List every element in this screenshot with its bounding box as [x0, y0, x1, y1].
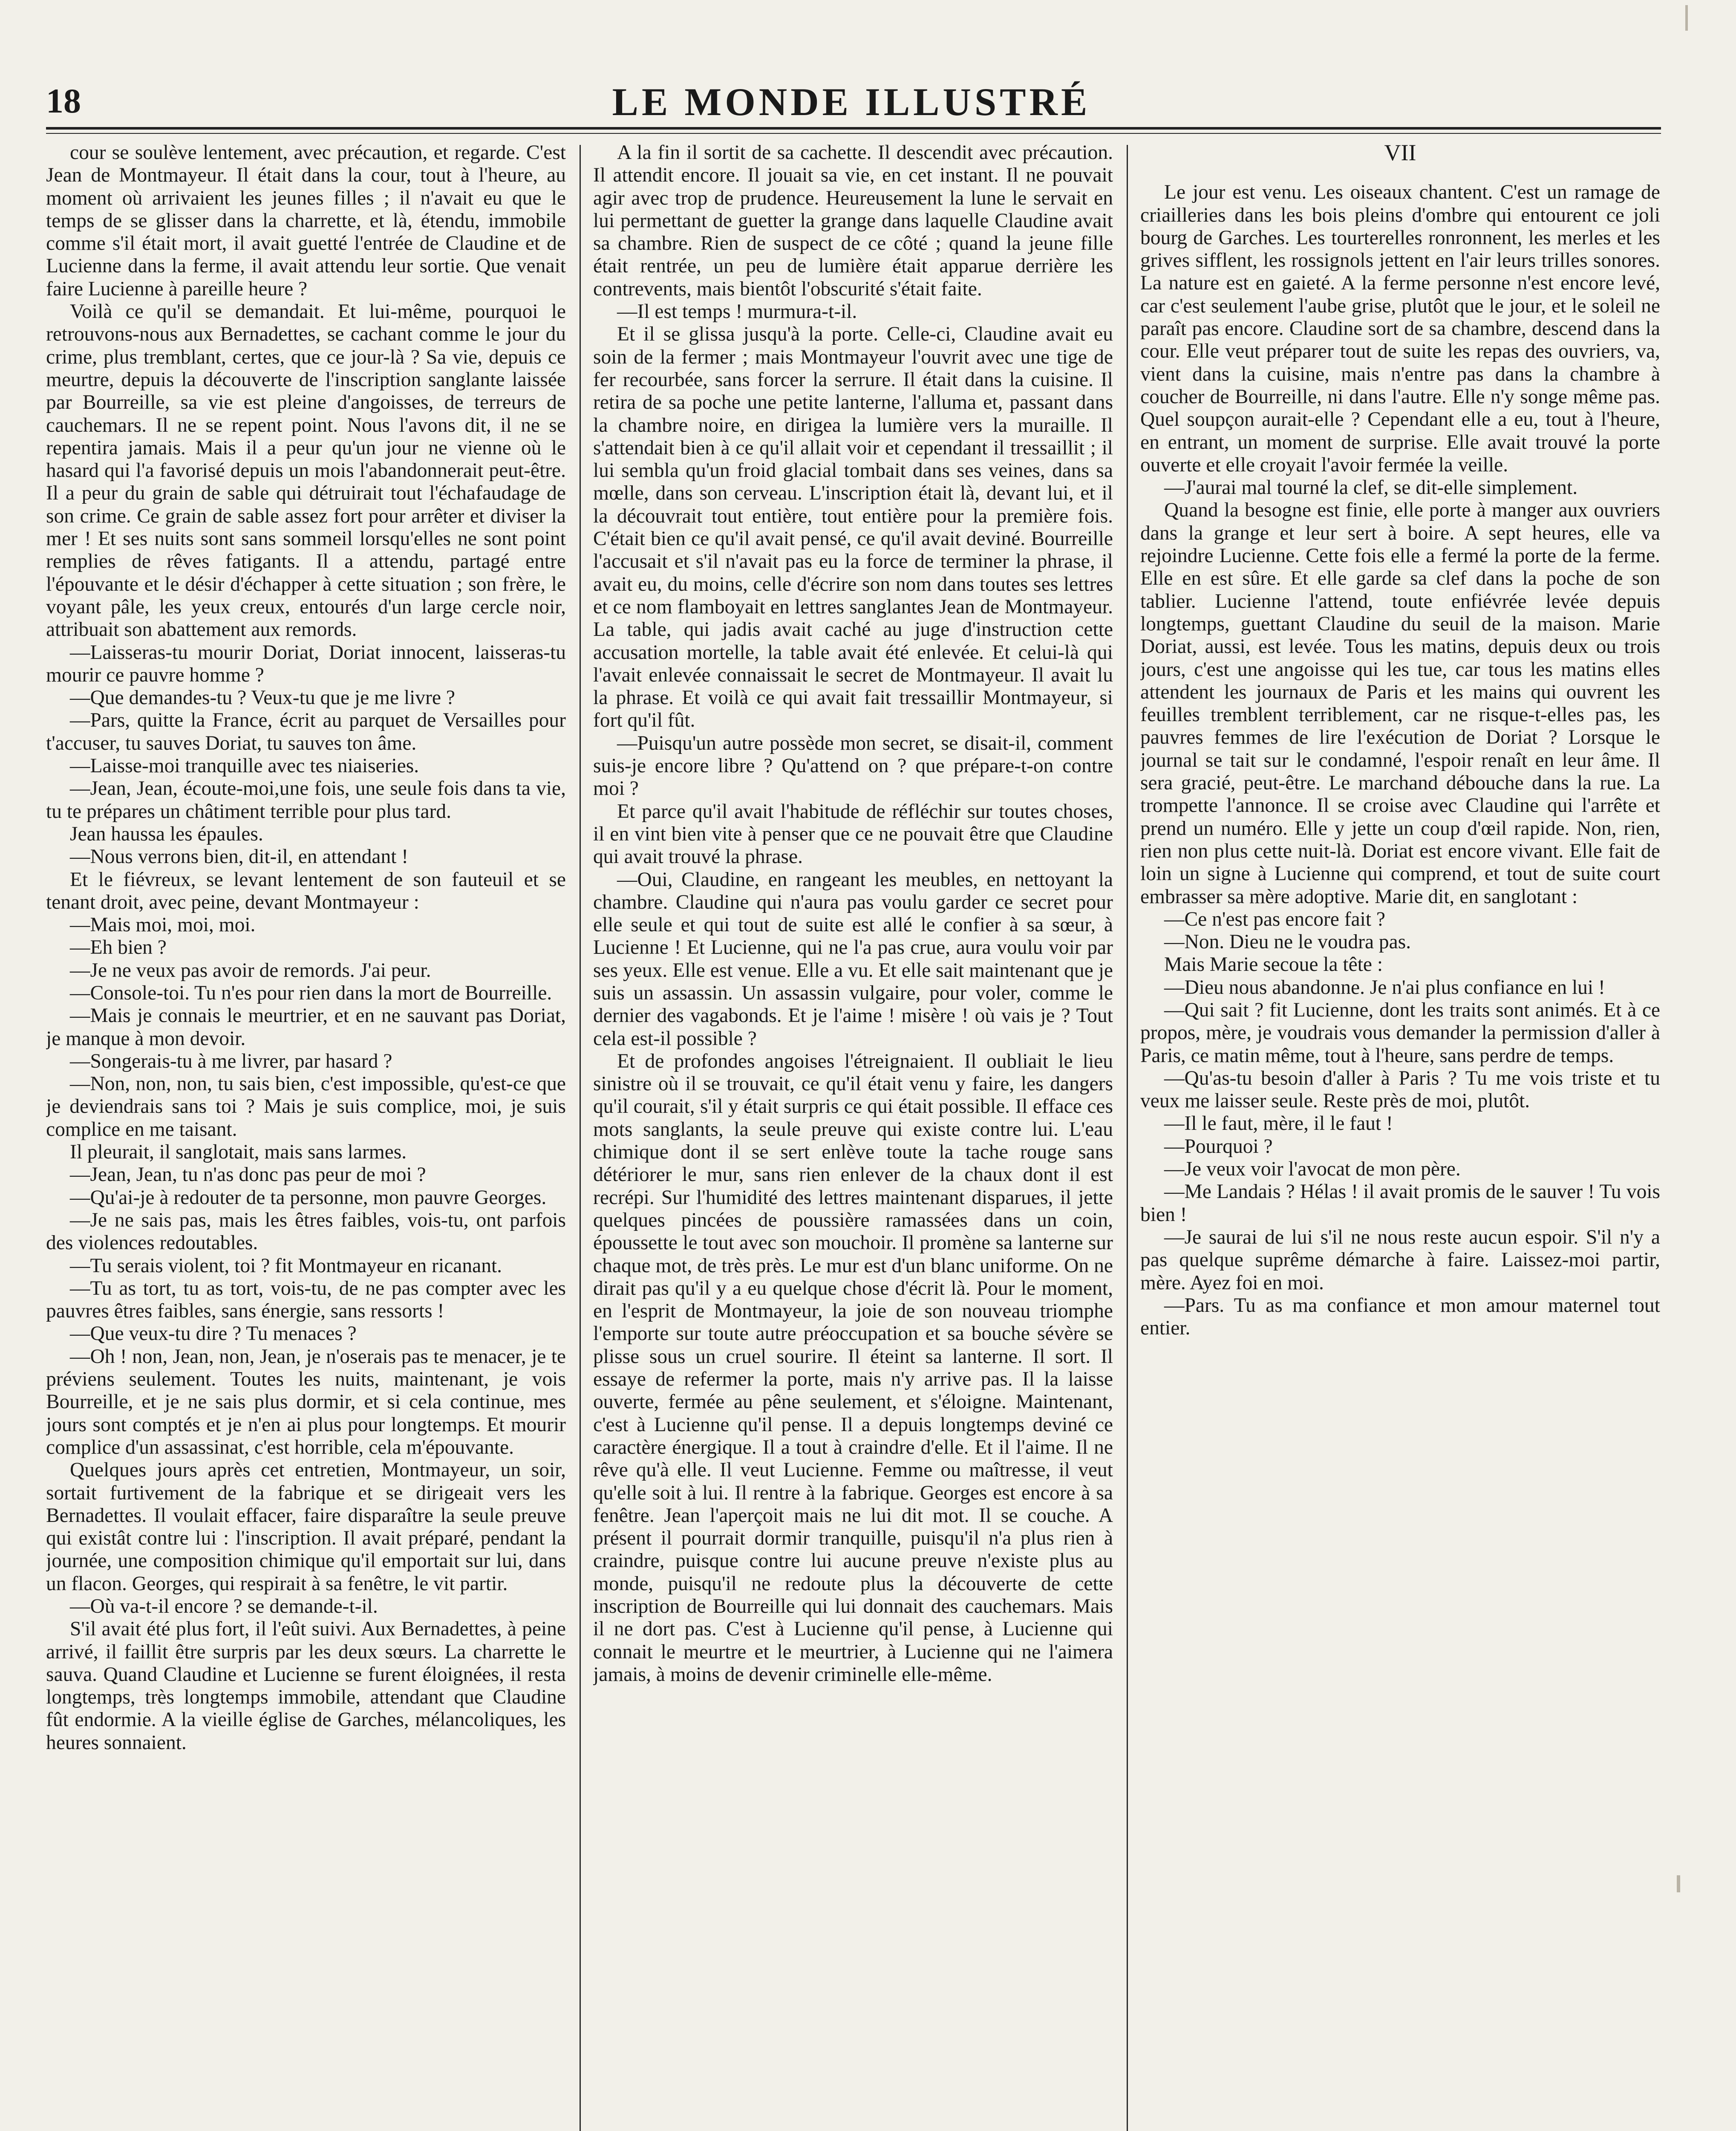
paragraph: —Laisseras-tu mourir Doriat, Doriat innocent, laisseras-tu mourir ce pauvre homme ? — [46, 641, 566, 686]
column-rule — [580, 145, 581, 2131]
paragraph: Le jour est venu. Les oiseaux chantent. C'est un ramage de criailleries dans les bois pleins d'ombre qui entourent ce joli bourg de Garches. Les tourterelles ronronnent, les merles et les grives sifflent, les rossignols jettent en l'air leurs trilles sonores. La nature est en gaieté. A la ferme personne n'est encore levé, car c'est seulement l'aube grise, plutôt que le jour, et le soleil ne paraît pas encore. Claudine sort de sa chambre, descend dans la cour. Elle veut préparer tout de suite les repas des ouvriers, va, vient dans la cuisine, mais n'entre pas dans la chambre à coucher de Bourreille, ni dans l'autre. Elle n'y songe même pas. Quel soupçon aurait-elle ? Cependant elle a eu, tout à l'heure, en entrant, un moment de surprise. Elle avait trouvé la porte ouverte et elle croyait l'avoir fermée la veille. — [1140, 181, 1660, 476]
paragraph: —Je veux voir l'avocat de mon père. — [1164, 1158, 1461, 1181]
paragraph: —Jean, Jean, tu n'as donc pas peur de moi ? — [70, 1164, 426, 1186]
header-rule — [46, 127, 1661, 130]
paragraph: —Qui sait ? fit Lucienne, dont les traits sont animés. Et à ce propos, mère, je voudrais vous demander la permission d'aller à Paris, ce matin même, tout à l'heure, sans perdre de temps. — [1140, 999, 1660, 1067]
paragraph: Voilà ce qu'il se demandait. Et lui-même, pourquoi le retrouvons-nous aux Bernadettes, se cachant comme le jour du crime, plus tremblant, certes, que ce jour-là ? Sa vie, depuis ce meurtre, depuis la découverte de l'inscription sanglante laissée par Bourreille, sa vie est pleine d'angoisses, de terreurs de cauchemars. Il ne se repent point. Nous l'avons dit, il ne se repentira jamais. Mais il a peur qu'un jour ne vienne où le hasard qui l'a favorisé depuis un mois l'abandonnerait peut-être. Il a peur du grain de sable qui détruirait tout l'échafaudage de son crime. Ce grain de sable assez fort pour arrêter et diviser la mer ! Et ses nuits sont sans sommeil lorsqu'elles ne sont point remplies de rêves fatigants. Il a attendu, partagé entre l'épouvante et le désir d'échapper à cette situation ; son frère, le voyant pâle, les yeux creux, entourés d'un large cercle noir, attribuait son abattement aux remords. — [46, 300, 566, 641]
paragraph: Quand la besogne est finie, elle porte à manger aux ouvriers dans la grange et leur sert à boire. A sept heures, elle va rejoindre Lucienne. Cette fois elle a fermé la porte de la ferme. Elle en est sûre. Et elle garde sa clef dans la poche de son tablier. Lucienne l'attend, toute enfiévrée levée depuis longtemps, guettant Claudine du seuil de la maison. Marie Doriat, aussi, est levée. Tous les matins, depuis deux ou trois jours, c'est une angoisse qui les tue, car tous les matins elles attendent les journaux de Paris et les mains qui ouvrent les feuilles tremblent terriblement, car ne risque-t-elles pas, les pauvres femmes de lire l'exécution de Doriat ? Lorsque le journal se tait sur le condamné, l'espoir renaît en leur âme. Il sera gracié, peut-être. Le marchand débouche dans la rue. La trompette l'annonce. Il se croise avec Claudine qui l'arrête et prend un numéro. Elle y jette un coup d'œil rapide. Non, rien, rien non plus cette nuit-là. Doriat est encore vivant. Elle fait de loin un signe à Lucienne qui comprend, et tout de suite court embrasser sa mère adoptive. Marie dit, en sanglotant : — [1140, 499, 1660, 908]
paragraph: —Dieu nous abandonne. Je n'ai plus confiance en lui ! — [1164, 976, 1605, 999]
column-rule — [1127, 145, 1128, 2131]
paragraph: —Mais moi, moi, moi. — [70, 914, 256, 936]
paragraph: —Il le faut, mère, il le faut ! — [1164, 1112, 1393, 1135]
paragraph: Et parce qu'il avait l'habitude de réfléchir sur toutes choses, il en vint bien vite à penser que ce ne pouvait être que Claudine qui avait trouvé la phrase. — [593, 800, 1113, 868]
paragraph: Mais Marie secoue la tête : — [1164, 953, 1383, 976]
paragraph: —Pars, quitte la France, écrit au parquet de Versailles pour t'accuser, tu sauves Doriat, tu sauves ton âme. — [46, 709, 566, 754]
paragraph: —Oui, Claudine, en rangeant les meubles, en nettoyant la chambre. Claudine qui n'aura pas voulu garder ce secret pour elle seule et qui tout de suite est allé le confier à sa sœur, à Lucienne ! Et Lucienne, qui ne l'a pas crue, aura voulu voir par ses yeux. Elle est venue. Elle a vu. Et elle sait maintenant que je suis un assassin. Un assassin vulgaire, pour voler, comme le dernier des vagabonds. Et je l'aime ! misère ! où vais je ? Tout cela est-il possible ? — [593, 868, 1113, 1050]
paragraph: —Laisse-moi tranquille avec tes niaiseries. — [70, 755, 419, 777]
paragraph: Jean haussa les épaules. — [70, 823, 263, 845]
paragraph: —Console-toi. Tu n'es pour rien dans la mort de Bourreille. — [70, 982, 552, 1004]
text-column-3 — [1140, 141, 1660, 2131]
paragraph: —Songerais-tu à me livrer, par hasard ? — [70, 1050, 392, 1072]
paragraph: —Que demandes-tu ? Veux-tu que je me livre ? — [70, 687, 455, 709]
paragraph: cour se soulève lentement, avec précaution, et regarde. C'est Jean de Montmayeur. Il était dans la cour, tout à l'heure, au moment où arrivaient les jeunes filles ; il n'avait eu que le temps de se glisser dans la charrette, et là, étendu, immobile comme s'il était mort, il avait guetté l'entrée de Claudine et de Lucienne dans la ferme, il avait attendu leur sortie. Que venait faire Lucienne à pareille heure ? — [46, 141, 566, 300]
paragraph: —Jean, Jean, écoute-moi,une fois, une seule fois dans ta vie, tu te prépares un châtiment terrible pour plus tard. — [46, 777, 566, 823]
paragraph: Et il se glissa jusqu'à la porte. Celle-ci, Claudine avait eu soin de la fermer ; mais Montmayeur l'ouvrit avec une tige de fer recourbée, sans forcer la serrure. Il était dans la cuisine. Il retira de sa poche une petite lanterne, l'alluma et, passant dans la chambre noire, en dirigea la lumière vers la muraille. Il s'attendait bien à ce qu'il allait voir et cependant il tressaillit ; il lui sembla qu'un froid glacial tombait dans ses veines, dans sa mœlle, dans son cerveau. L'inscription était là, devant lui, et il la découvrait tout entière, tout entière pour la première fois. C'était bien ce qu'il avait pensé, ce qu'il avait deviné. Bourreille l'accusait et s'il n'avait pas eu la force de terminer la phrase, il avait eu, du moins, celle d'écrire son nom dans toutes ses lettres et ce nom flamboyait en lettres sanglantes Jean de Montmayeur. La table, qui jadis avait caché au juge d'instruction cette accusation mortelle, la table avait été enlevée. Et celui-là qui l'avait enlevée connaissait le secret de Montmayeur. Il avait lu la phrase. Et voilà ce qui avait fait tressaillir Montmayeur, si fort qu'il fût. — [593, 323, 1113, 732]
paragraph: —J'aurai mal tourné la clef, se dit-elle simplement. — [1164, 476, 1578, 499]
paragraph: —Que veux-tu dire ? Tu menaces ? — [70, 1322, 357, 1345]
scan-speck — [1685, 5, 1688, 31]
chapter-heading: VII — [1384, 141, 1416, 165]
paragraph: —Je ne sais pas, mais les êtres faibles, vois-tu, ont parfois des violences redoutables. — [46, 1209, 566, 1254]
paragraph: Et le fiévreux, se levant lentement de son fauteuil et se tenant droit, avec peine, devant Montmayeur : — [46, 868, 566, 913]
paragraph: Il pleurait, il sanglotait, mais sans larmes. — [70, 1141, 407, 1164]
paragraph: Et de profondes angoises l'étreignaient. Il oubliait le lieu sinistre où il se trouvait, ce qu'il était venu y faire, les dangers qu'il courait, s'il y était surpris ce qui était possible. Il efface ces mots sanglants, la seule preuve qui existe contre lui. L'eau chimique dont il se sert enlève toute la tache rouge sans détériorer le mur, sans rien enlever de la chaux dont il est recrépi. Sur l'humidité des lettres maintenant disparues, il jette quelques pincées de poussière ramassées dans un coin, époussette le tout avec son mouchoir. Il promène sa lanterne sur chaque mot, de très près. Le mur est d'un blanc uniforme. On ne dirait pas qu'il y a eu quelque chose d'écrit là. Pour le moment, en l'esprit de Montmayeur, la joie de son nouveau triomphe l'emporte sur toute autre préoccupation et sa bouche sévère se plisse sous un cruel sourire. Il éteint sa lanterne. Il sort. Il essaye de refermer la porte, mais n'y arrive pas. Il la laisse ouverte, fermée au pêne seulement, et s'éloigne. Maintenant, c'est à Lucienne qu'il pense. Il a depuis longtemps deviné ce caractère énergique. Il a tout à craindre d'elle. Et il l'aime. Il ne rêve qu'à elle. Il veut Lucienne. Femme ou maîtresse, il veut qu'elle soit à lui. Il rentre à la fabrique. Georges est encore à sa fenêtre. Jean l'aperçoit mais ne lui dit mot. Il se couche. A présent il pourrait dormir tranquille, puisqu'il n'a plus rien à craindre, puisque contre lui aucune preuve n'existe plus au monde, puisqu'il ne redoute plus la découverte de cette inscription de Bourreille qui lui donnait des cauchemars. Mais il ne dort pas. C'est à Lucienne qu'il pense, à Lucienne qui connait le meurtre et le meurtrier, à Lucienne qui ne l'aimera jamais, à moins de devenir criminelle elle-même. — [593, 1050, 1113, 1686]
paragraph: —Eh bien ? — [70, 936, 167, 959]
paragraph: —Il est temps ! murmura-t-il. — [617, 300, 857, 323]
masthead-title: LE MONDE ILLUSTRÉ — [612, 80, 1091, 124]
paragraph: —Non, non, non, tu sais bien, c'est impossible, qu'est-ce que je deviendrais sans toi ? Mais je suis complice, moi, je suis complice en me taisant. — [46, 1073, 566, 1141]
text-column-2 — [593, 141, 1113, 2131]
paragraph: —Tu as tort, tu as tort, vois-tu, de ne pas compter avec les pauvres êtres faibles, sans énergie, sans ressorts ! — [46, 1277, 566, 1322]
paragraph: —Nous verrons bien, dit-il, en attendant ! — [70, 846, 409, 868]
paragraph: —Puisqu'un autre possède mon secret, se disait-il, comment suis-je encore libre ? Qu'attend on ? que prépare-t-on contre moi ? — [593, 732, 1113, 800]
page-number: 18 — [46, 81, 81, 120]
text-column-1 — [46, 141, 566, 2131]
paragraph: —Je ne veux pas avoir de remords. J'ai peur. — [70, 959, 431, 982]
paragraph: —Je saurai de lui s'il ne nous reste aucun espoir. S'il n'y a pas quelque suprême démarche à faire. Laissez-moi partir, mère. Ayez foi en moi. — [1140, 1226, 1660, 1294]
paragraph: —Où va-t-il encore ? se demande-t-il. — [70, 1595, 378, 1617]
paragraph: —Qu'as-tu besoin d'aller à Paris ? Tu me vois triste et tu veux me laisser seule. Reste près de moi, plutôt. — [1140, 1067, 1660, 1112]
scan-speck — [1677, 1875, 1680, 1892]
paragraph: S'il avait été plus fort, il l'eût suivi. Aux Bernadettes, à peine arrivé, il faillit être surpris par les deux sœurs. La charrette le sauva. Quand Claudine et Lucienne se furent éloignées, il resta longtemps, très longtemps immobile, attendant que Claudine fût endormie. A la vieille église de Garches, mélancoliques, les heures sonnaient. — [46, 1618, 566, 1754]
header-rule-thin — [46, 133, 1661, 134]
paragraph: —Pars. Tu as ma confiance et mon amour maternel tout entier. — [1140, 1294, 1660, 1340]
paragraph: —Me Landais ? Hélas ! il avait promis de le sauver ! Tu vois bien ! — [1140, 1181, 1660, 1226]
paragraph: —Tu serais violent, toi ? fit Montmayeur en ricanant. — [70, 1254, 502, 1277]
paragraph: —Qu'ai-je à redouter de ta personne, mon pauvre Georges. — [70, 1186, 547, 1209]
paragraph: —Non. Dieu ne le voudra pas. — [1164, 931, 1411, 953]
paragraph: —Ce n'est pas encore fait ? — [1164, 908, 1385, 930]
paragraph: —Pourquoi ? — [1164, 1135, 1273, 1158]
paragraph: A la fin il sortit de sa cachette. Il descendit avec précaution. Il attendit encore. Il jouait sa vie, en cet instant. Il ne pouvait agir avec trop de prudence. Heureusement la lune le servait en lui permettant de guetter la grange dans laquelle Claudine avait sa chambre. Rien de suspect de ce côté ; quand la jeune fille était rentrée, un peu de lumière était apparue derrière les contrevents, mais bientôt l'obscurité s'était faite. — [593, 141, 1113, 300]
paragraph: —Oh ! non, Jean, non, Jean, je n'oserais pas te menacer, je te préviens seulement. Toutes les nuits, maintenant, je vois Bourreille, et je ne sais plus dormir, et si cela continue, mes jours sont comptés et je n'en ai plus pour longtemps. Et mourir complice d'un assassinat, c'est horrible, cela m'épouvante. — [46, 1345, 566, 1458]
paragraph: —Mais je connais le meurtrier, et en ne sauvant pas Doriat, je manque à mon devoir. — [46, 1005, 566, 1050]
paragraph: Quelques jours après cet entretien, Montmayeur, un soir, sortait furtivement de la fabrique et se dirigeait vers les Bernadettes. Il voulait effacer, faire disparaître la seule preuve qui existât contre lui : l'inscription. Il avait préparé, pendant la journée, une composition chimique qu'il emportait sur lui, dans un flacon. Georges, qui respirait à sa fenêtre, le vit partir. — [46, 1459, 566, 1595]
